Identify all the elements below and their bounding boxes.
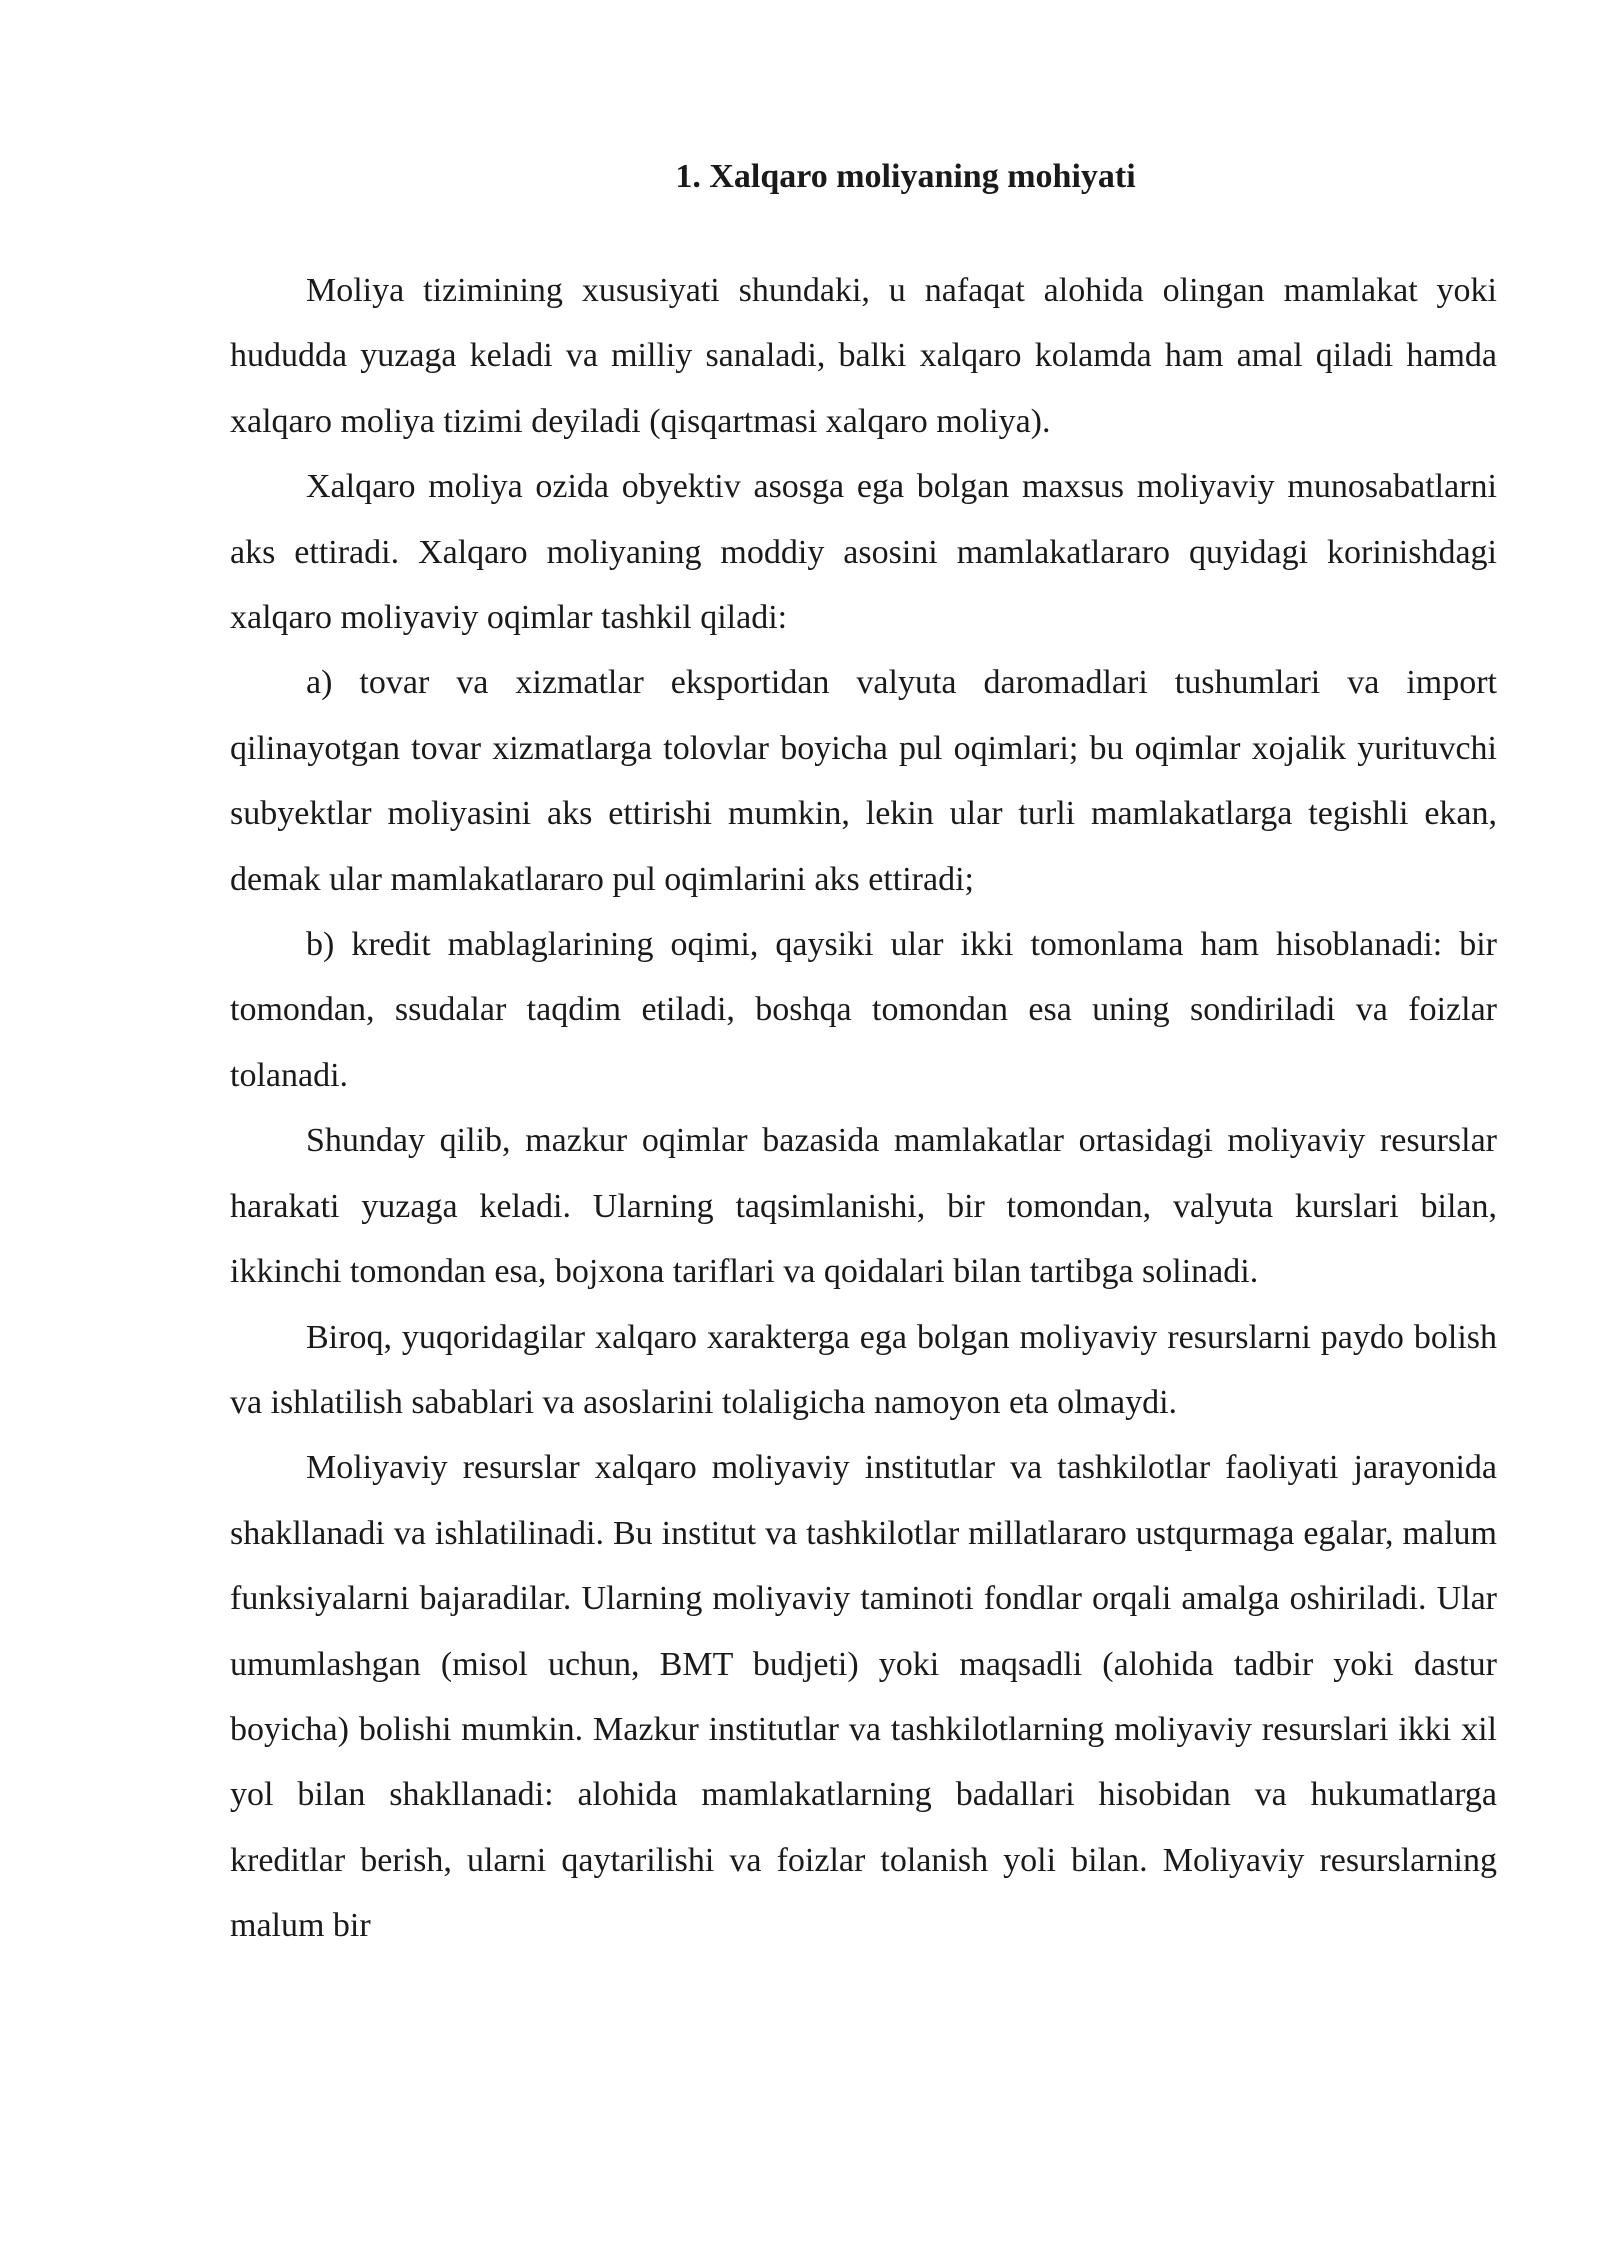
paragraph-3: a) tovar va xizmatlar eksportidan valyuta daromadlari tushumlari va import qilinayotgan tovar xizmatlarga tolovlar boyicha pul oqimlari; bu oqimlar xojalik yurituvchi subyektlar moliyasini aks ettirishi mumkin, lekin ular turli mamlakatlarga tegishli ekan, demak ular mamlakatlararo pul oqimlarini aks ettiradi; xyxy=(230,664,1497,898)
paragraph-7: Moliyaviy resurslar xalqaro moliyaviy institutlar va tashkilotlar faoliyati jarayonida shakllanadi va ishlatilinadi. Bu institut va tashkilotlar millatlararo ustqurmaga egalar, malum funksiyalarni bajaradilar. Ularning moliyaviy taminoti fondlar orqali amalga oshiriladi. Ular umumlashgan (misol uchun, BMT budjeti) yoki maqsadli (alohida tadbir yoki dastur boyicha) bolishi mumkin. Mazkur institutlar va tashkilotlarning moliyaviy resurslari ikki xil yol bilan shakllanadi: alohida mamlakatlarning badallari hisobidan va hukumatlarga kreditlar berish, ularni qaytarilishi va foizlar tolanish yoli bilan. Moliyaviy resurslarning malum bir xyxy=(230,1449,1497,1945)
body-text xyxy=(230,258,1497,1959)
paragraph-5: Shunday qilib, mazkur oqimlar bazasida mamlakatlar ortasidagi moliyaviy resurslar harakati yuzaga keladi. Ularning taqsimlanishi, bir tomondan, valyuta kurslari bilan, ikkinchi tomondan esa, bojxona tariflari va qoidalari bilan tartibga solinadi. xyxy=(230,1122,1497,1291)
paragraph-6: Biroq, yuqoridagilar xalqaro xarakterga ega bolgan moliyaviy resurslarni paydo bolish va ishlatilish sabablari va asoslarini tolaligicha namoyon eta olmaydi. xyxy=(230,1318,1497,1421)
paragraph-1: Moliya tizimining xususiyati shundaki, u nafaqat alohida olingan mamlakat yoki hududda yuzaga keladi va milliy sanaladi, balki xalqaro kolamda ham amal qiladi hamda xalqaro moliya tizimi deyiladi (qisqartmasi xalqaro moliya). xyxy=(230,272,1497,440)
paragraph-2: Xalqaro moliya ozida obyektiv asosga ega bolgan maxsus moliyaviy munosabatlarni aks ettiradi. Xalqaro moliyaning moddiy asosini mamlakatlararo quyidagi korinishdagi xalqaro moliyaviy oqimlar tashkil qiladi: xyxy=(230,468,1497,637)
page-title: 1. Xalqaro moliyaning mohiyati xyxy=(675,158,1136,195)
paragraph-4: b) kredit mablaglarining oqimi, qaysiki ular ikki tomonlama ham hisoblanadi: bir tomondan, ssudalar taqdim etiladi, boshqa tomondan esa uning sondiriladi va foizlar tolanadi. xyxy=(230,926,1497,1094)
